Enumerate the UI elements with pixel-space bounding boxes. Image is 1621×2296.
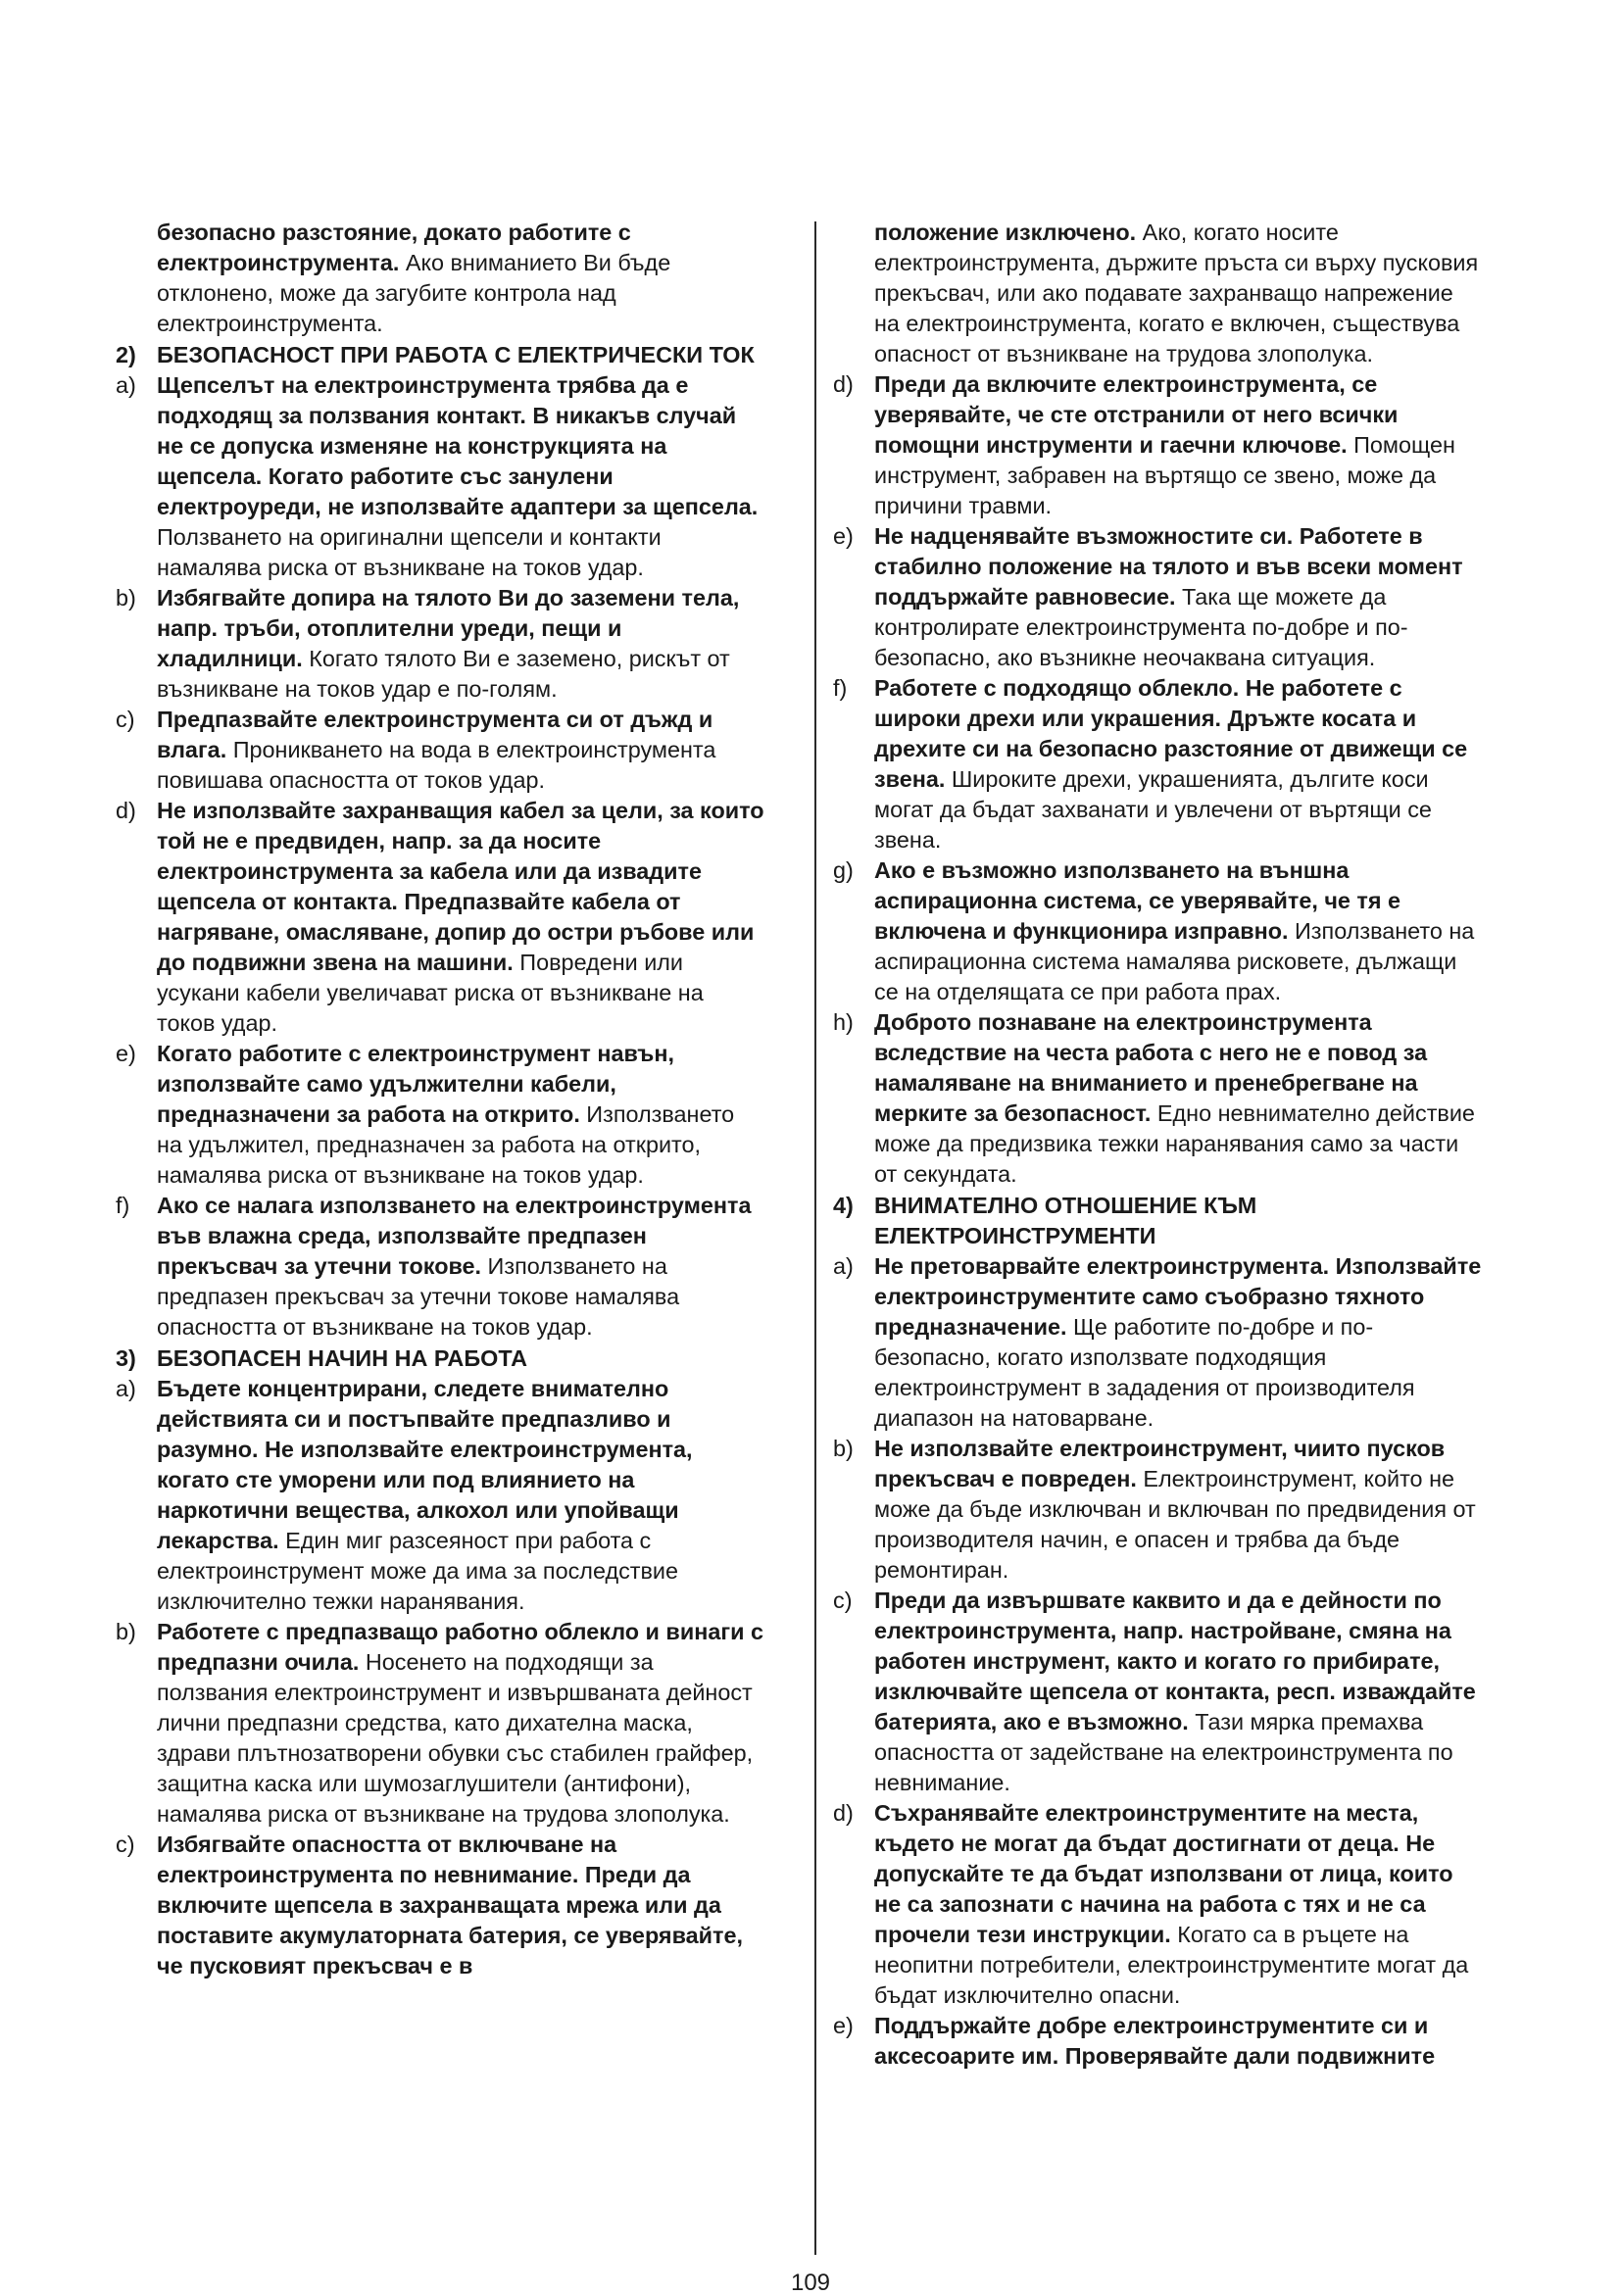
item-marker: 3) <box>116 1345 136 1371</box>
section-title: БЕЗОПАСНОСТ ПРИ РАБОТА С ЕЛЕКТРИЧЕСКИ ТОК <box>157 342 755 367</box>
bold-instruction: Поддържайте добре електроинструментите си и аксесоарите им. Проверявайте дали подвижните <box>874 2013 1436 2069</box>
section-heading <box>116 1343 764 1374</box>
bold-instruction: Работете с подходящо облекло. Не работете с широки дрехи или украшения. Дръжте косата и дрехите си на безопасно разстояние от движещи се звена. <box>874 675 1468 792</box>
bold-instruction: Не надценявайте възможностите си. Работете в стабилно положение на тялото и във всеки момент поддържайте равновесие. <box>874 523 1463 610</box>
bold-instruction: Не претоварвайте електроинструмента. Използвайте електроинструментите само съобразно тяхното предназначение. <box>874 1253 1482 1340</box>
explanation-text: Един миг разсеяност при работа с електроинструмент може да има за последствие изключително тежки наранявания. <box>157 1528 678 1614</box>
item-marker: 4) <box>833 1193 854 1218</box>
right-column <box>833 218 1482 2072</box>
instruction-item <box>116 796 764 1039</box>
explanation-text: Повредени или усукани кабели увеличават риска от възникване на токов удар. <box>157 950 704 1036</box>
instruction-item <box>833 2011 1482 2072</box>
bold-instruction: Щепселът на електроинструмента трябва да е подходящ за ползвания контакт. В никакъв случай не се допуска изменяне на конструкцията на щепсела. Когато работите със занулени електроуреди, не използвайте адаптери за щепсела. <box>157 372 759 519</box>
item-marker: b) <box>833 1436 854 1461</box>
instruction-item <box>116 1617 764 1830</box>
bold-instruction: Работете с предпазващо работно облекло и винаги с предпазни очила. <box>157 1619 763 1675</box>
explanation-text: Когато тялото Ви е заземено, рискът от възникване на токов удар е по-голям. <box>157 646 730 702</box>
explanation-text: Едно невнимателно действие може да предизвика тежки наранявания само за части от секундата. <box>874 1100 1475 1187</box>
item-marker: c) <box>116 707 135 732</box>
page-number: 109 <box>790 2270 831 2296</box>
section-heading <box>116 340 764 370</box>
bold-instruction: положение изключено. <box>874 220 1137 245</box>
bold-instruction: Не използвайте електроинструмент, чиито пусков прекъсвач е повреден. <box>874 1436 1446 1491</box>
instruction-item <box>833 1251 1482 1434</box>
bold-instruction: Бъдете концентрирани, следете внимателно действията си и постъпвайте предпазливо и разумно. Не използвайте електроинструмента, когато сте уморени или под влиянието на наркотични вещества, алкохол или упойващи лекарства. <box>157 1376 693 1553</box>
item-marker: d) <box>116 798 136 823</box>
left-column <box>116 218 764 1981</box>
explanation-text: Използването на удължител, предназначен за работа на открито, намалява риска от възникване на токов удар. <box>157 1101 735 1188</box>
item-marker: f) <box>833 675 848 701</box>
section-title: ВНИМАТЕЛНО ОТНОШЕНИЕ КЪМ ЕЛЕКТРОИНСТРУМЕНТИ <box>874 1193 1257 1248</box>
section-title: БЕЗОПАСЕН НАЧИН НА РАБОТА <box>157 1345 528 1371</box>
item-marker: g) <box>833 857 854 883</box>
item-marker: h) <box>833 1009 854 1035</box>
bold-instruction: Съхранявайте електроинструментите на места, където не могат да бъдат достигнати от деца. Не допускайте те да бъдат използвани от лица, които не са запознати с начина на работа с тях и не са прочели тези инструкции. <box>874 1800 1453 1947</box>
bold-instruction: безопасно разстояние, докато работите с електроинструмента. <box>157 220 631 275</box>
instruction-item <box>833 1007 1482 1190</box>
item-marker: b) <box>116 1619 136 1644</box>
bold-instruction: Преди да извършвате каквито и да е дейности по електроинструмента, напр. настройване, смяна на работен инструмент, както и когато го прибирате, изключвайте щепсела от контакта, респ. изваждайте батерията, ако е възможно. <box>874 1588 1476 1734</box>
explanation-text: Проникването на вода в електроинструмента повишава опасността от токов удар. <box>157 737 716 793</box>
explanation-text: Електроинструмент, който не може да бъде изключван и включван по предвидения от производителя начин, е опасен и трябва да бъде ремонтиран. <box>874 1466 1476 1583</box>
explanation-text: Така ще можете да контролирате електроинструмента по-добре и по-безопасно, ако възникне неочаквана ситуация. <box>874 584 1408 670</box>
explanation-text: Ще работите по-добре и по-безопасно, когато използвате подходящия електроинструмент в зададения от производителя диапазон на натоварване. <box>874 1314 1415 1431</box>
item-marker: b) <box>116 585 136 611</box>
instruction-item <box>833 673 1482 855</box>
bold-instruction: Ако е възможно използването на външна аспирационна система, се уверявайте, че тя е включена и функционира изправно. <box>874 857 1401 944</box>
item-marker: e) <box>833 2013 854 2038</box>
item-marker: a) <box>116 372 136 398</box>
explanation-text: Носенето на подходящи за ползвания електроинструмент и извършваната дейност лични предпазни средства, като дихателна маска, здрави плътнозатворени обувки със стабилен грайфер, защитна каска или шумозаглушители (антифони), намалява риска от възникване на трудова злополука. <box>157 1649 754 1827</box>
instruction-item <box>116 1039 764 1191</box>
instruction-item <box>833 1434 1482 1586</box>
item-marker: d) <box>833 371 854 397</box>
instruction-item <box>116 218 764 339</box>
item-marker: c) <box>116 1832 135 1857</box>
column-divider <box>814 221 816 2255</box>
instruction-item <box>833 521 1482 673</box>
item-marker: e) <box>116 1041 136 1066</box>
instruction-item <box>833 855 1482 1007</box>
explanation-text: Помощен инструмент, забравен на въртящо се звено, може да причини травми. <box>874 432 1455 518</box>
section-heading <box>833 1191 1482 1251</box>
explanation-text: Тази мярка премахва опасността от задействане на електроинструмента по невнимание. <box>874 1709 1453 1795</box>
bold-instruction: Ако се налага използването на електроинструмента във влажна среда, използвайте предпазен прекъсвач за утечни токове. <box>157 1193 752 1279</box>
instruction-item <box>116 370 764 583</box>
bold-instruction: Предпазвайте електроинструмента си от дъжд и влага. <box>157 707 713 762</box>
item-marker: a) <box>116 1376 136 1401</box>
bold-instruction: Избягвайте опасността от включване на електроинструмента по невнимание. Преди да включите щепсела в захранващата мрежа или да поставите акумулаторната батерия, се уверявайте, че пусковият прекъсвач е в <box>157 1832 743 1978</box>
bold-instruction: Преди да включите електроинструмента, се уверявайте, че сте отстранили от него всички помощни инструменти и гаечни ключове. <box>874 371 1399 458</box>
instruction-item <box>833 1586 1482 1798</box>
instruction-item <box>116 1830 764 1981</box>
item-marker: 2) <box>116 342 136 367</box>
item-marker: f) <box>116 1193 130 1218</box>
bold-instruction: Когато работите с електроинструмент навън, използвайте само удължителни кабели, предназначени за работа на открито. <box>157 1041 674 1127</box>
explanation-text: Използването на аспирационна система намалява рисковете, дължащи се на отделящата се при работа прах. <box>874 918 1475 1004</box>
bold-instruction: Избягвайте допира на тялото Ви до заземени тела, напр. тръби, отоплителни уреди, пещи и хладилници. <box>157 585 740 671</box>
item-marker: a) <box>833 1253 854 1279</box>
instruction-item <box>833 369 1482 521</box>
explanation-text: Използването на предпазен прекъсвач за утечни токове намалява опасността от възникване на токов удар. <box>157 1253 680 1340</box>
bold-instruction: Не използвайте захранващия кабел за цели, за които той не е предвиден, напр. за да носите електроинструмента за кабела или да извадите щепсела от контакта. Предпазвайте кабела от нагряване, омасляване, допир до остри ръбове или до подвижни звена на машини. <box>157 798 764 975</box>
explanation-text: Широките дрехи, украшенията, дългите коси могат да бъдат захванати и увлечени от въртящи се звена. <box>874 766 1432 853</box>
bold-instruction: Доброто познаване на електроинструмента вследствие на честа работа с него не е повод за намаляване на вниманието и пренебрегване на мерките за безопасност. <box>874 1009 1428 1126</box>
item-marker: e) <box>833 523 854 549</box>
instruction-item <box>116 583 764 705</box>
instruction-item <box>833 218 1482 369</box>
item-marker: d) <box>833 1800 854 1826</box>
explanation-text: Ползването на оригинални щепсели и контакти намалява риска от възникване на токов удар. <box>157 524 662 580</box>
instruction-item <box>116 705 764 796</box>
explanation-text: Когато са в ръцете на неопитни потребители, електроинструментите могат да бъдат изключително опасни. <box>874 1922 1469 2008</box>
instruction-item <box>116 1191 764 1343</box>
instruction-item <box>833 1798 1482 2011</box>
item-marker: c) <box>833 1588 853 1613</box>
explanation-text: Ако вниманието Ви бъде отклонено, може да загубите контрола над електроинструмента. <box>157 250 671 336</box>
explanation-text: Ако, когато носите електроинструмента, държите пръста си върху пусковия прекъсвач, или ако подавате захранващо напрежение на електроинструмента, когато е включен, съществува опасност от възникване на трудова злополука. <box>874 220 1479 366</box>
instruction-item <box>116 1374 764 1617</box>
